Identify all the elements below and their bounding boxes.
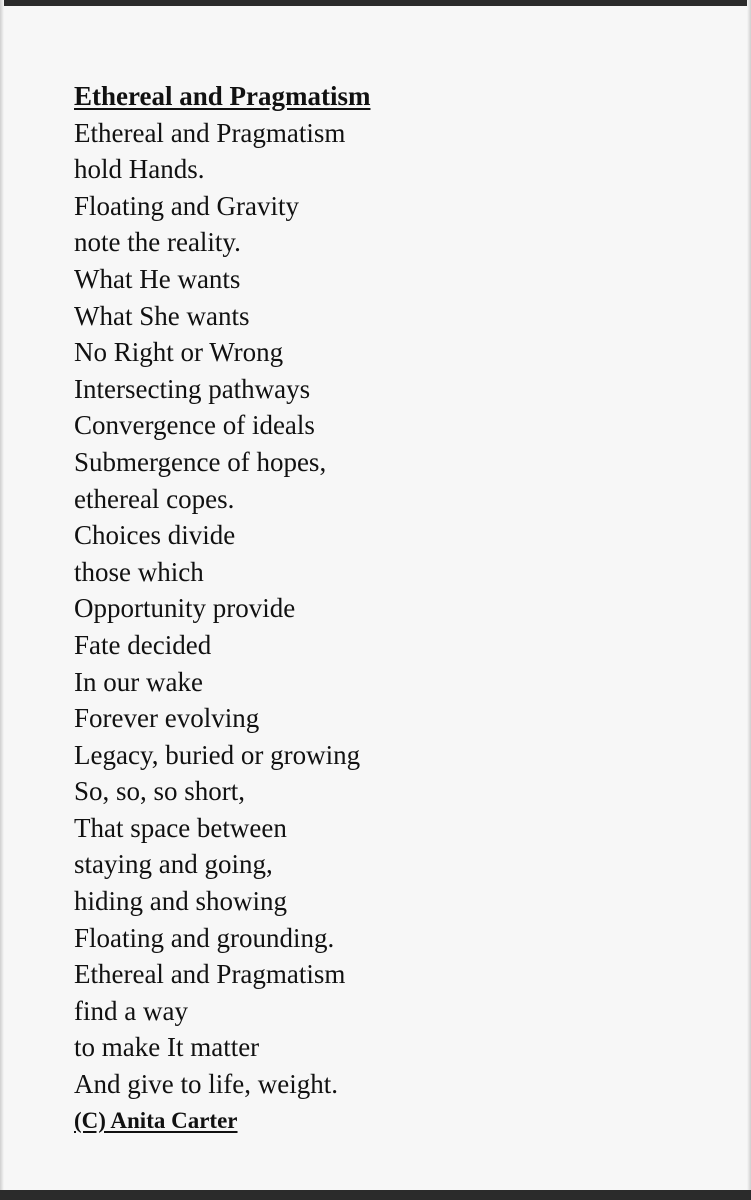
poem-line: to make It matter [74, 1032, 260, 1063]
poem-line: find a way [74, 995, 188, 1026]
poem-line: Ethereal and Pragmatism [74, 959, 346, 990]
poem-line: Ethereal and Pragmatism [74, 117, 346, 148]
poem-line: Choices divide [74, 520, 236, 551]
poem-line: Opportunity provide [74, 593, 296, 624]
poem-line: Forever evolving [74, 703, 260, 734]
poem-line: Submergence of hopes, [74, 446, 327, 477]
poem-line: So, so, so short, [74, 776, 246, 807]
poem-line: Convergence of ideals [74, 410, 315, 441]
right-edge-shadow [747, 0, 751, 1200]
bottom-edge-bar [0, 1190, 751, 1200]
poem-line: And give to life, weight. [74, 1069, 338, 1100]
poem-line: hold Hands. [74, 154, 205, 185]
poem-line: staying and going, [74, 849, 273, 880]
poem-title: Ethereal and Pragmatism [74, 81, 371, 111]
poem-line: hiding and showing [74, 886, 287, 917]
poem [74, 78, 714, 1139]
poem-line: Fate decided [74, 629, 212, 660]
poem-line: What She wants [74, 300, 250, 331]
poem-line: Legacy, buried or growing [74, 739, 361, 770]
poem-line: ethereal copes. [74, 483, 235, 514]
left-edge-shadow [0, 0, 4, 1200]
poem-line: Floating and Gravity [74, 190, 299, 221]
poem-line: those which [74, 556, 204, 587]
poem-line: That space between [74, 812, 287, 843]
poem-line: Intersecting pathways [74, 373, 311, 404]
poem-line: note the reality. [74, 227, 241, 258]
poem-line: Floating and grounding. [74, 922, 335, 953]
copyright-credit: (C) Anita Carter [74, 1107, 238, 1133]
poem-line: In our wake [74, 666, 203, 697]
poem-line: What He wants [74, 263, 241, 294]
poem-line: No Right or Wrong [74, 337, 284, 368]
top-edge-bar [0, 0, 751, 6]
